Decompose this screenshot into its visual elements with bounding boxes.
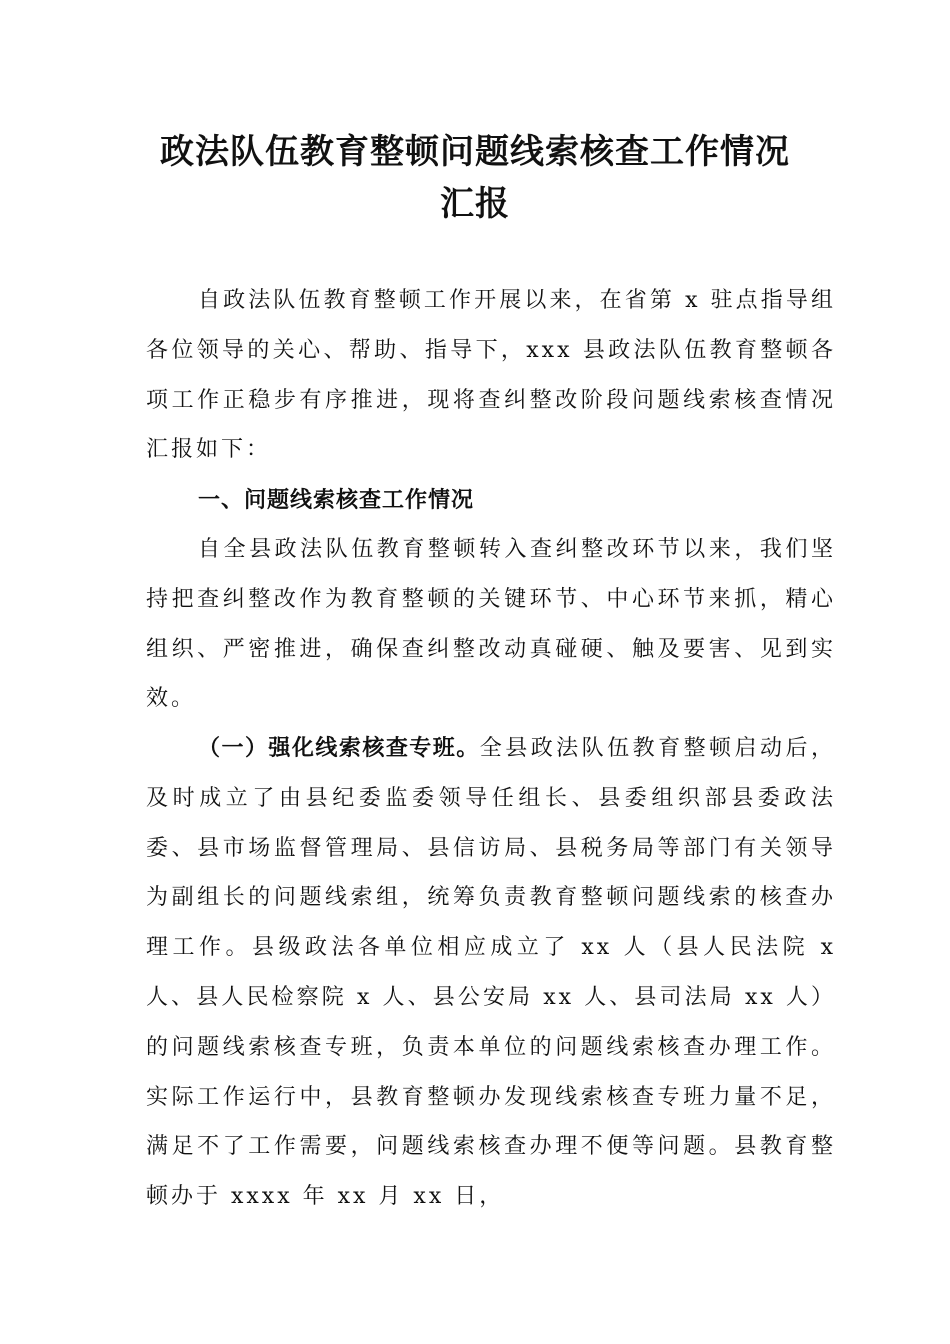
- intro-paragraph: 自政法队伍教育整顿工作开展以来，在省第 x 驻点指导组各位领导的关心、帮助、指导下，xxx 县政法队伍教育整顿各项工作正稳步有序推进，现将查纠整改阶段问题线索核查情况汇报如下：: [146, 288, 836, 463]
- subsection-1-body: 全县政法队伍教育整顿启动后，及时成立了由县纪委监委领导任组长、县委组织部县委政法委、县市场监督管理局、县信访局、县税务局等部门有关领导为副组长的问题线索组，统筹负责教育整顿问题线索的核查办理工作。县级政法各单位相应成立了 xx 人（县人民法院 x 人、县人民检察院 x 人、县公安局 xx 人、县司法局 xx 人）的问题线索核查专班，负责本单位的问题线索核查办理工作。实际工作运行中，县教育整顿办发现线索核查专班力量不足，满足不了工作需要，问题线索核查办理不便等问题。县教育整顿办于 xxxx 年 xx 月 xx 日，: [146, 736, 836, 1210]
- document-title-line-1: 政法队伍教育整顿问题线索核查工作情况: [160, 132, 790, 172]
- subsection-1-paragraph: [146, 724, 836, 1222]
- section-1-heading: 一、问题线索核查工作情况: [198, 488, 475, 513]
- subsection-1-lead: （一）强化线索核查专班。: [198, 736, 480, 761]
- section-1-overview-paragraph: 自全县政法队伍教育整顿转入查纠整改环节以来，我们坚持把查纠整改作为教育整顿的关键环节、中心环节来抓，精心组织、严密推进，确保查纠整改动真碰硬、触及要害、见到实效。: [146, 537, 836, 712]
- document-title-line-2: 汇报: [440, 184, 510, 224]
